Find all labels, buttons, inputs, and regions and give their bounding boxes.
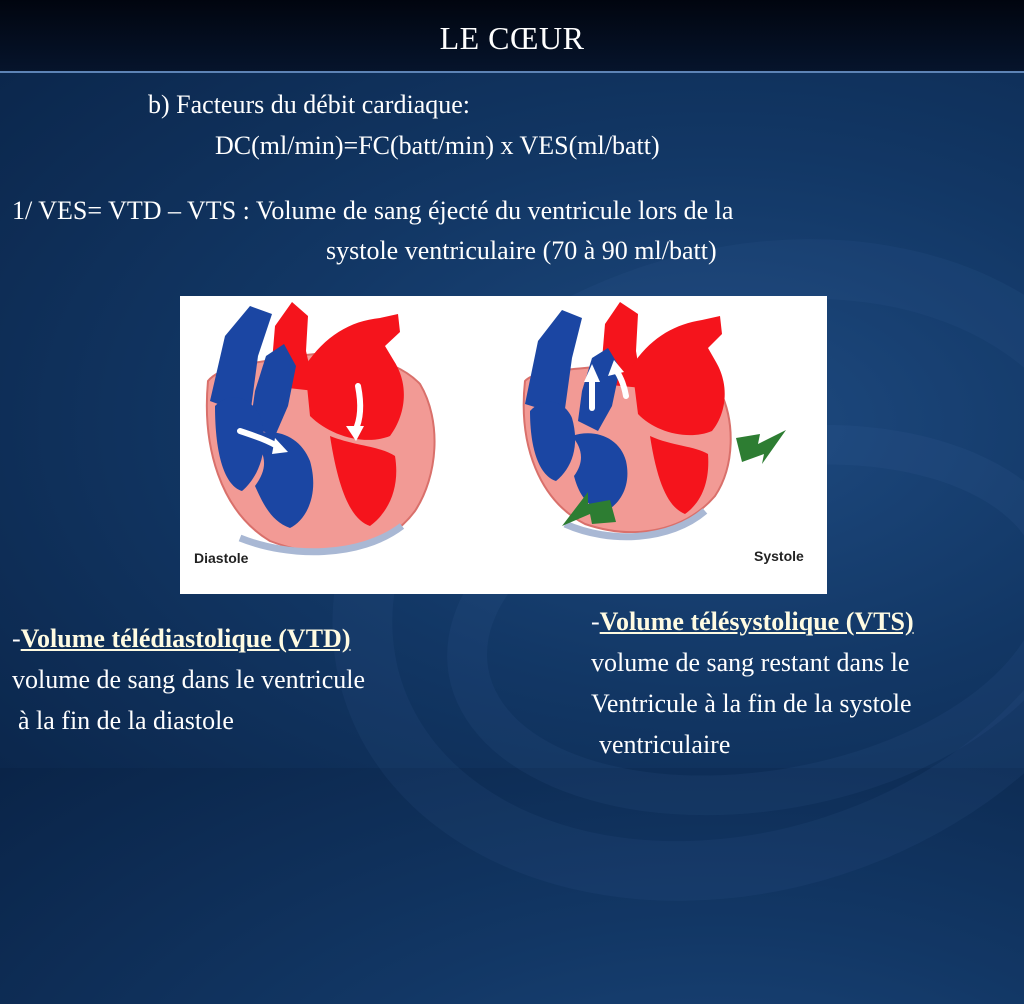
vtd-line-1: volume de sang dans le ventricule (12, 665, 366, 694)
heart-illustration (180, 296, 827, 594)
vts-dash: - (591, 607, 600, 636)
vts-line-2: Ventricule à la fin de la systole (591, 689, 912, 718)
systole-heart (524, 302, 786, 537)
section-heading: b) Facteurs du débit cardiaque: (148, 90, 470, 119)
definition-line-2: systole ventriculaire (70 à 90 ml/batt) (326, 236, 717, 265)
vtd-dash: - (12, 624, 21, 653)
vts-line-3: ventriculaire (599, 730, 731, 759)
vts-line-1: volume de sang restant dans le (591, 648, 910, 677)
formula-text: DC(ml/min)=FC(batt/min) x VES(ml/batt) (215, 131, 660, 160)
title-divider (0, 71, 1024, 73)
definition-line-1: 1/ VES= VTD – VTS : Volume de sang éjecté du ventricule lors de la (12, 196, 734, 225)
heart-diagrams-svg (180, 296, 827, 594)
diastole-heart (207, 302, 435, 552)
vts-heading: Volume télésystolique (VTS) (599, 607, 914, 636)
squeeze-arrow-icon-top (736, 430, 786, 464)
vtd-line-2: à la fin de la diastole (18, 706, 234, 735)
systole-label: Systole (754, 548, 804, 564)
vtd-caption (12, 618, 365, 741)
diastole-label: Diastole (194, 550, 249, 566)
vtd-heading: Volume télédiastolique (VTD) (20, 624, 351, 653)
slide-title: LE CŒUR (439, 20, 585, 56)
vtd-heading-line (12, 618, 365, 659)
vts-caption (591, 601, 914, 765)
vts-heading-line (591, 601, 914, 642)
